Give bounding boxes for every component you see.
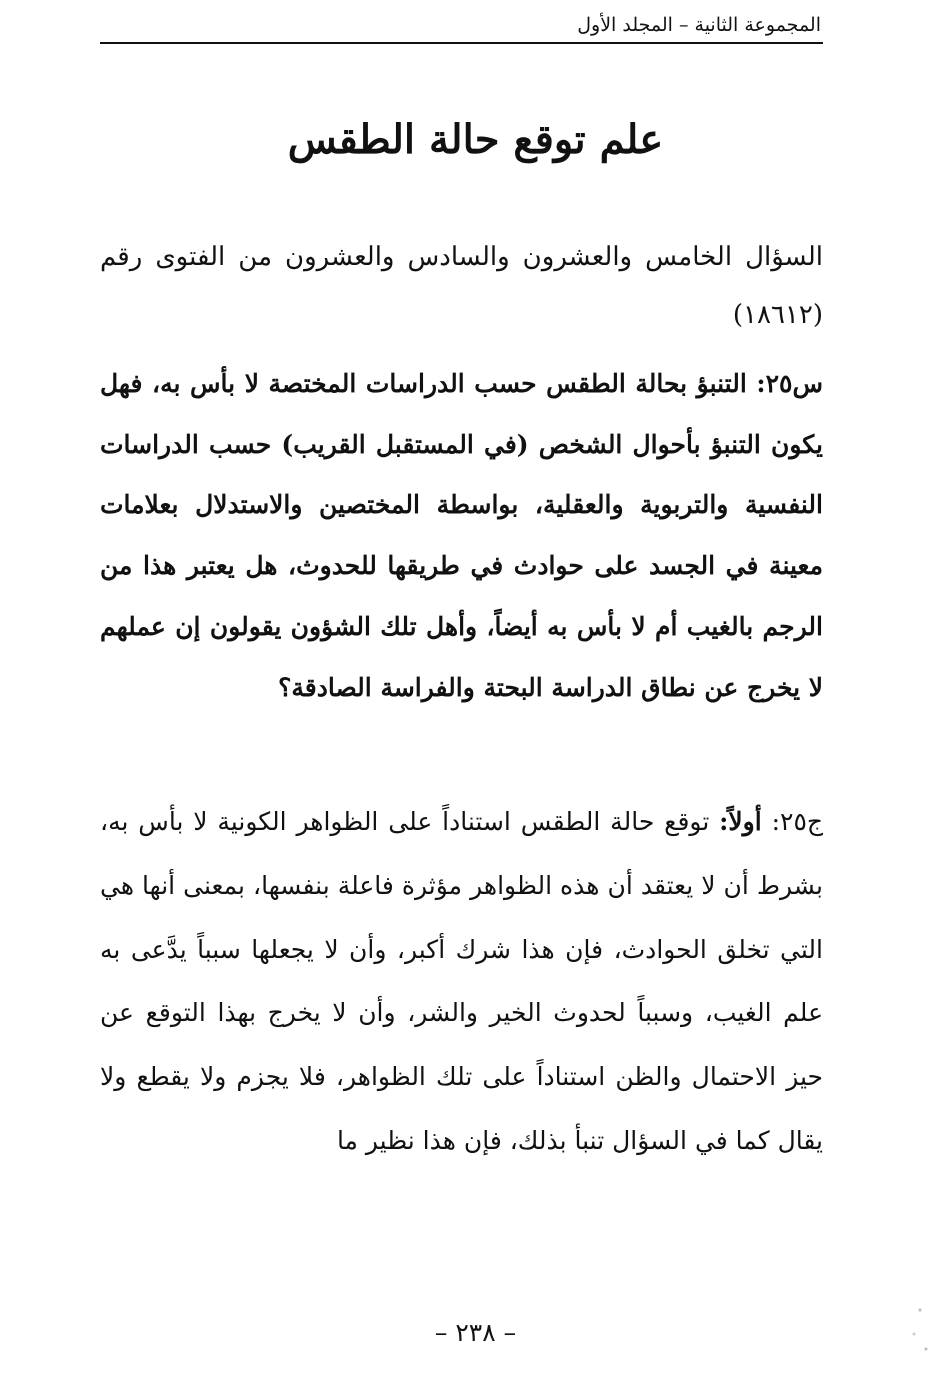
running-header: المجموعة الثانية – المجلد الأول bbox=[577, 14, 821, 36]
answer-lead: أولاً: bbox=[719, 807, 762, 836]
question-paragraph: س٢٥: التنبؤ بحالة الطقس حسب الدراسات المختصة لا بأس به، فهل يكون التنبؤ بأحوال الشخص (في المستقبل القريب) حسب الدراسات النفسية والتربوية والعقلية، بواسطة المختصين والاستدلال بعلامات معينة في الجسد على حوادث في طريقها للحدوث، هل يعتبر هذا من الرجم بالغيب أم لا بأس به أيضاً، وأهل تلك الشؤون يقولون إن عملهم لا يخرج عن نطاق الدراسة البحتة والفراسة الصادقة؟ bbox=[100, 369, 823, 702]
answer-body: توقع حالة الطقس استناداً على الظواهر الكونية لا بأس به، بشرط أن لا يعتقد أن هذه الظواهر مؤثرة فاعلة بنفسها، بمعنى أنها هي التي تخلق الحوادث، فإن هذا شرك أكبر، وأن لا يجعلها سبباً يدَّعى به علم الغيب، وسبباً لحدوث الخير والشر، وأن لا يخرج بهذا التوقع عن حيز الاحتمال والظن استناداً على تلك الظواهر، فلا يجزم ولا يقطع ولا يقال كما في السؤال تنبأ بذلك، فإن هذا نظير ما bbox=[100, 807, 823, 1155]
page-number: – ٢٣٨ – bbox=[434, 1318, 517, 1347]
answer-paragraph bbox=[100, 790, 823, 1173]
page-title: علم توقع حالة الطقس bbox=[287, 116, 664, 163]
fatwa-source: السؤال الخامس والعشرون والسادس والعشرون من الفتوى رقم (١٨٦١٢) bbox=[100, 242, 823, 330]
header-rule bbox=[100, 42, 823, 44]
scan-artifact bbox=[905, 1298, 935, 1358]
answer-label: ج٢٥: bbox=[771, 807, 824, 836]
